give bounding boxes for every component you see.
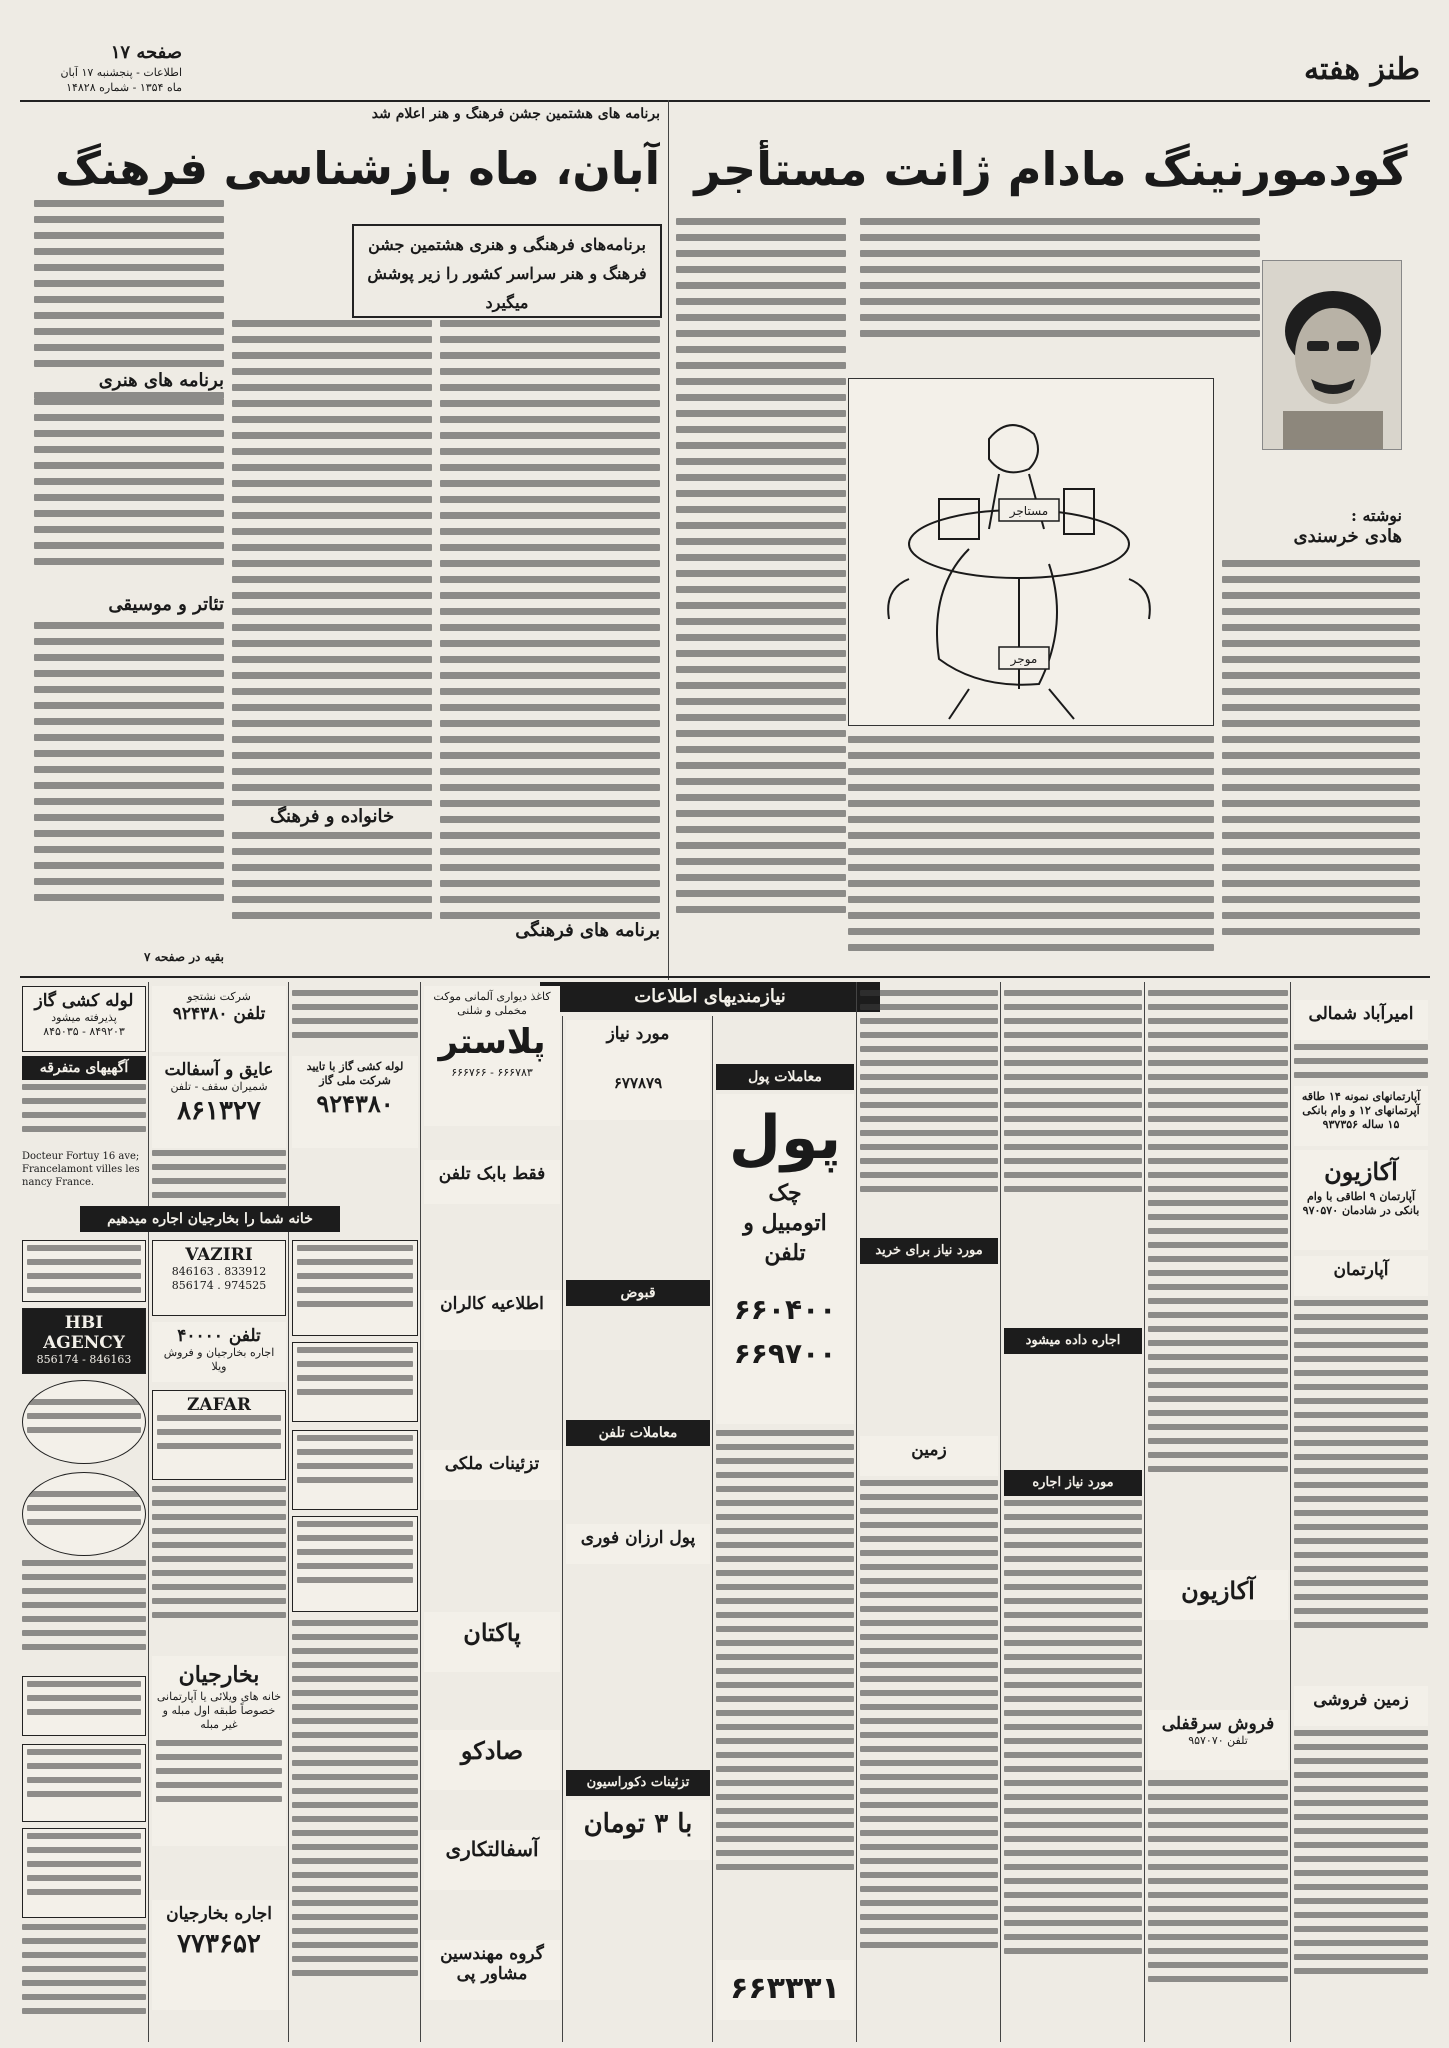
ad-sale-phone: تلفن ۹۵۷۰۷۰ — [1188, 1734, 1248, 1747]
ad-cars-heading: تزئینات دکوراسیون — [566, 1770, 710, 1796]
ad-foreigners-sub: خانه های ویلائی یا آپارتمانی خصوصاً طبقه اول مبله و غیر مبله — [156, 1690, 282, 1731]
ad-transactions-heading: معاملات تلفن — [566, 1420, 710, 1446]
ad-akazion-1 — [1294, 1150, 1428, 1250]
ad-col1-text-2 — [22, 1924, 146, 2034]
ad-vaziri-phones: 833912 . 846163 974525 . 856174 — [171, 1265, 267, 1292]
festival-text-col1c — [34, 622, 224, 952]
ad-gas-approved — [292, 1056, 418, 1148]
satire-bottom-rule — [668, 976, 1430, 978]
ad-rent-foreigners-title: اجاره بخارجیان — [166, 1904, 272, 1924]
ad-cheque-title: چک — [768, 1180, 802, 1206]
ad-apartment — [1294, 1256, 1428, 1296]
class-col-sep-5 — [712, 1016, 713, 2042]
ad-col7-text — [860, 990, 998, 1230]
ad-plaster — [424, 986, 560, 1126]
ad-box-col1-e — [22, 1828, 146, 1918]
ad-col9-text-2 — [1148, 1780, 1288, 2020]
ad-washer-phone: تلفن ۹۲۴۳۸۰ — [172, 1004, 266, 1024]
ad-col3-box-c — [292, 1430, 418, 1510]
ad-col8-text — [1004, 990, 1142, 1240]
festival-text-col1b — [34, 398, 224, 588]
festival-text-col3 — [440, 320, 660, 970]
ad-cheap-money-title: پول ارزان فوری — [580, 1528, 696, 1548]
ad-col10-text-a — [1294, 1044, 1428, 1084]
ad-rent-foreigners-phone: ۷۷۳۶۵۲ — [177, 1929, 261, 1959]
ad-akazion-2 — [1148, 1570, 1288, 1620]
class-col-sep-1 — [148, 982, 149, 2042]
ad-sadeko — [424, 1730, 560, 1790]
top-rule — [20, 100, 1430, 102]
ad-circle-logo-2 — [22, 1472, 146, 1556]
ad-foreigners — [152, 1656, 286, 1846]
ad-toman-title: با ۳ تومان — [583, 1809, 693, 1839]
column-title: طنز هفته — [1303, 52, 1420, 87]
festival-boxed-deck: برنامه‌های فرهنگی و هنری هشتمین جشن فرهنگ و هنر سراسر کشور را زیر پوشش میگیرد — [352, 224, 662, 318]
author-name: هادی خرسندی — [1293, 526, 1402, 547]
festival-bottom-rule — [20, 976, 668, 978]
festival-continued: بقیه در صفحه ۷ — [143, 950, 224, 964]
ad-hbi-agency — [22, 1308, 146, 1374]
cartoon-tag-tenant: مستاجر — [1009, 504, 1049, 518]
ad-hbi-phone: 846163 - 856174 — [36, 1353, 132, 1366]
ad-foreign-heading: خانه شما را بخارجیان اجاره میدهیم — [80, 1206, 340, 1232]
author-photo — [1262, 260, 1402, 450]
ad-callern — [424, 1290, 560, 1350]
festival-sub-art: برنامه های هنری — [34, 370, 224, 392]
satire-text-top — [860, 218, 1260, 338]
ad-toman — [566, 1800, 710, 1860]
ad-gas-title: لوله کشی گاز — [34, 991, 134, 1011]
satire-text-rightcol — [1222, 560, 1420, 970]
class-col-sep-6 — [856, 982, 857, 2042]
ad-hbi-name: HBI AGENCY — [43, 1313, 125, 1353]
ad-apts-14-text: آپارتمانهای نمونه ۱۴ طاقه آپرتمانهای ۱۲ و وام بانکی ۱۵ ساله ۹۳۷۳۵۶ — [1301, 1090, 1421, 1131]
class-col-sep-9 — [1290, 982, 1291, 2042]
ad-4000-sub: اجاره بخارجیان و فروش ویلا — [163, 1346, 275, 1373]
ad-col1-text — [22, 1560, 146, 1670]
class-col-sep-7 — [1000, 982, 1001, 2042]
class-col-sep-3 — [420, 982, 421, 2042]
ad-zafar — [152, 1390, 286, 1480]
page-number: صفحه ۱۷ — [110, 42, 182, 63]
column-rule-main — [668, 100, 669, 980]
ad-amirabad — [1294, 1000, 1428, 1040]
ad-cheap-money — [566, 1524, 710, 1564]
ad-rent2-heading: مورد نیاز اجاره — [1004, 1470, 1142, 1496]
ad-engineering — [424, 1940, 560, 2000]
ad-receipt-heading: قبوض — [566, 1280, 710, 1306]
ad-asphalt-phone: ۸۶۱۳۲۷ — [177, 1096, 261, 1126]
ad-money — [716, 1094, 854, 1424]
ad-need-title: مورد نیاز — [606, 1024, 670, 1044]
ad-land — [860, 1436, 998, 1476]
festival-sub-family: خانواده و فرهنگ — [232, 806, 432, 828]
classifieds-banner: نیازمندیهای اطلاعات — [540, 982, 880, 1012]
festival-sub-theater: تئاتر و موسیقی — [34, 594, 224, 616]
ad-fortuy-text: Docteur Fortuy 16 ave; Francelamont villes les nancy France. — [22, 1151, 140, 1188]
ad-money-phone2: ۶۶۹۷۰۰ — [733, 1337, 837, 1370]
author-label: نوشته : — [1350, 506, 1402, 525]
ad-box-col1-c — [22, 1676, 146, 1736]
ad-col10-text-c — [1294, 1730, 1428, 2020]
ad-car-phone-title: اتومبیل و تلفن — [743, 1210, 827, 1266]
ad-vaziri — [152, 1240, 286, 1316]
ad-money-heading: معاملات پول — [716, 1064, 854, 1090]
ad-bike — [424, 1160, 560, 1204]
ad-asphalt — [152, 1056, 286, 1148]
satire-headline: گودمورنینگ مادام ژانت مستأجر — [694, 142, 1408, 196]
ad-col3-text-2 — [292, 1620, 418, 2030]
ad-land-sale-title: زمین فروشی — [1313, 1690, 1409, 1710]
ad-box-col1-d — [22, 1744, 146, 1822]
ad-engineering-title: گروه مهندسین مشاور پی — [440, 1944, 544, 1984]
ad-gas-phone: ۸۴۹۲۰۳ - ۸۴۵۰۳۵ — [43, 1025, 125, 1038]
ad-big-phone-number: ۶۶۳۳۳۱ — [730, 1971, 840, 2006]
satire-cartoon — [848, 378, 1214, 726]
ad-rent-heading: اجاره داده میشود — [1004, 1328, 1142, 1354]
ad-sadeko-title: صادکو — [460, 1736, 524, 1765]
ad-col2-text — [152, 1150, 286, 1204]
ad-foreigners-title: بخارجیان — [178, 1662, 260, 1688]
ad-rent-box-1 — [22, 1240, 146, 1302]
class-col-sep-8 — [1144, 982, 1145, 2042]
ad-asphalt-title: عایق و آسفالت — [164, 1060, 274, 1080]
ad-akazion-2-title: آکازیون — [1181, 1576, 1255, 1605]
ad-col10-text-b — [1294, 1300, 1428, 1680]
ad-need-phone: ۶۷۷۸۷۹ — [613, 1074, 663, 1092]
ad-col6-text — [716, 1430, 854, 1930]
ad-asphalt-sub: شمیران سقف - تلفن — [170, 1080, 268, 1093]
festival-headline: آبان، ماه بازشناسی فرهنگ — [54, 142, 660, 195]
ad-amirabad-title: امیرآباد شمالی — [1308, 1004, 1414, 1024]
ad-pakatan — [424, 1612, 560, 1672]
ad-buy-heading: مورد نیاز برای خرید — [860, 1238, 998, 1264]
ad-money-phone1: ۶۶۰۴۰۰ — [733, 1293, 837, 1326]
satire-text-bottom — [848, 736, 1214, 970]
ad-vaziri-name: VAZIRI — [185, 1245, 253, 1265]
ad-sale-goodwill — [1148, 1710, 1288, 1770]
ad-4000-phone: تلفن ۴۰۰۰۰ — [177, 1326, 261, 1346]
ad-heater — [152, 986, 286, 1052]
ad-col3-box-d — [292, 1516, 418, 1612]
landlord-cartoon-icon — [849, 379, 1214, 726]
ad-col8-text-2 — [1004, 1500, 1142, 2020]
ad-plaster-phone: ۶۶۶۷۸۳ - ۶۶۶۷۶۶ — [451, 1066, 533, 1079]
ad-bike-title: فقط بابک تلفن — [438, 1164, 546, 1184]
ad-gas-sub: پذیرفته میشود — [51, 1011, 117, 1024]
ad-decor — [424, 1450, 560, 1500]
ad-zafar-name: ZAFAR — [187, 1395, 251, 1415]
ad-circle-logo — [22, 1380, 146, 1464]
ad-col9-text — [1148, 990, 1288, 1550]
ad-akazion-1-sub: آپارتمان ۹ اطاقی با وام بانکی در شادمان ۹۷۰۵۷۰ — [1302, 1190, 1420, 1217]
ad-col2-text-2 — [152, 1486, 286, 1636]
ad-callern-title: اطلاعیه کالران — [440, 1294, 544, 1314]
ad-money-title: پول — [728, 1103, 842, 1173]
ad-sale-title: فروش سرقفلی — [1161, 1714, 1275, 1734]
ad-need — [566, 1020, 710, 1120]
ad-decor-title: تزئینات ملکی — [444, 1454, 540, 1474]
ad-gas-piping — [22, 986, 146, 1052]
ad-plaster-sub: کاغذ دیواری آلمانی موکت مخملی و شلنی — [433, 990, 551, 1017]
satire-text-col-mid — [676, 218, 846, 968]
ad-washer-sub: شرکت نشتجو — [187, 990, 251, 1003]
festival-text-col2 — [232, 320, 432, 970]
ad-land-sale — [1294, 1686, 1428, 1726]
ad-col3-box-b — [292, 1342, 418, 1422]
ad-big-phone — [716, 1960, 854, 2020]
ad-rent-foreigners — [152, 1900, 286, 2010]
author-portrait-icon — [1263, 261, 1402, 450]
ad-akazion-1-title: آکازیون — [1324, 1157, 1398, 1186]
ad-apts-14 — [1294, 1086, 1428, 1146]
ad-col3-text — [292, 990, 418, 1050]
ad-pakatan-title: پاکتان — [463, 1618, 521, 1647]
ad-plaster-title: پلاستر — [438, 1022, 546, 1062]
ad-asphaltkari-title: آسفالتکاری — [445, 1837, 539, 1861]
ad-notice-text — [22, 1084, 146, 1154]
ad-4000 — [152, 1322, 286, 1382]
ad-heater-phone: ۹۲۴۳۸۰ — [316, 1089, 394, 1118]
ad-col3-box-a — [292, 1240, 418, 1336]
issue-number: ماه ۱۳۵۴ - شماره ۱۴۸۲۸ — [66, 81, 182, 94]
ad-apartment-title: آپارتمان — [1333, 1260, 1389, 1280]
ad-heater-title: لوله کشی گاز با تایید شرکت ملی گاز — [306, 1060, 404, 1087]
festival-sub-programs: برنامه های فرهنگی — [440, 920, 660, 942]
ad-col7-text-2 — [860, 1480, 998, 2020]
ad-asphaltkari — [424, 1830, 560, 1890]
class-col-sep-4 — [562, 1016, 563, 2042]
paper-date: اطلاعات - پنجشنبه ۱۷ آبان — [60, 66, 182, 79]
class-col-sep-2 — [288, 982, 289, 2042]
festival-kicker: برنامه های هشتمین جشن فرهنگ و هنر اعلام شد — [371, 106, 660, 122]
ad-land-title: زمین — [911, 1440, 947, 1460]
ad-notice-heading: آگهیهای متفرقه — [22, 1056, 146, 1080]
cartoon-tag-landlord: موجر — [1010, 652, 1038, 666]
